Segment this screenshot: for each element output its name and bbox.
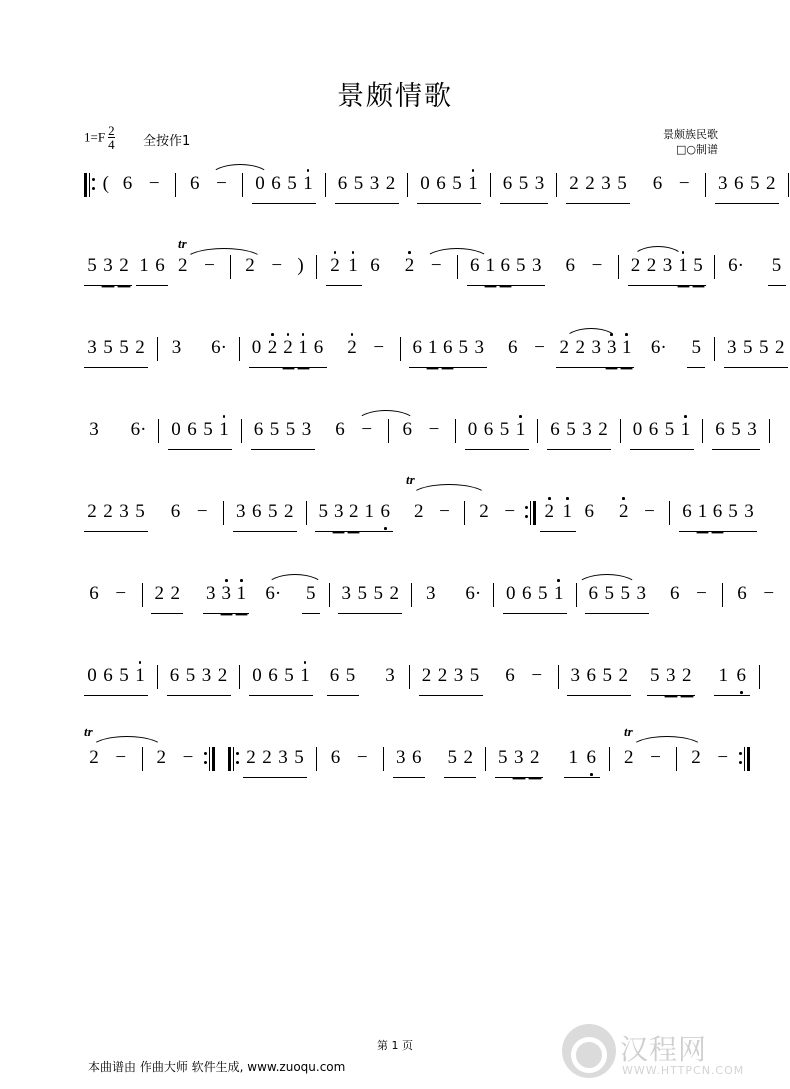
staff-row-8	[84, 724, 729, 790]
trill-mark: tr	[406, 472, 415, 487]
notation-line: 2 − 2 − 2 2 3 5 6 − 3 6 5 2 5 3 2 1 6 2 − 2 −	[84, 746, 724, 780]
watermark-logo-icon	[562, 1024, 616, 1078]
repeat-start-sign	[84, 173, 94, 197]
notation-line: 3 5 5 2 3 6· 0 2 2 1 6 2 − 6 1 6 5 3 6 − 2 2 3 3 1 6· 5 3 5 5 2	[84, 336, 724, 370]
meter-numerator: 2	[108, 123, 115, 138]
repeat-end-sign	[526, 501, 536, 525]
staff-row-7	[84, 650, 746, 708]
trill-mark: tr	[84, 724, 93, 739]
notation-line: 5 3 2 1 6 2 − 2 − ) 2 1 6 2 − 6 1 6 5 3 6 − 2 2 3 1 5 6· 5	[84, 254, 724, 288]
meter-denominator: 4	[108, 137, 115, 152]
credits	[663, 127, 718, 157]
key-signature-text: 1=F	[84, 129, 106, 145]
staff-row-1	[84, 158, 776, 216]
page-number: 第 1 页	[377, 1039, 413, 1052]
notation-line: 3 6· 0 6 5 1 6 5 5 3 6 − 6 − 0 6 5 1 6 5 3 2 0 6 5 1 6 5 3	[84, 418, 724, 452]
notation-line: 0 6 5 1 6 5 3 2 0 6 5 1 6 5 3 2 2 3 5 6 − 3 6 5 2 5 3 2 1 6	[84, 664, 724, 698]
watermark-text: 汉程网	[620, 1033, 708, 1066]
key-signature	[84, 125, 118, 152]
staff-row-2	[84, 236, 782, 298]
staff-row-4	[84, 404, 757, 462]
watermark	[562, 1020, 772, 1082]
repeat-end-sign	[205, 747, 215, 771]
notation-line: 6 − 2 2 3 3 1 6· 5 3 5 5 2 3 6· 0 6 5 1 6 5 5 3 6 − 6 −	[84, 582, 724, 616]
repeat-start-sign	[228, 747, 238, 771]
staff-row-3	[84, 322, 785, 380]
credit-line-1: 景颇族民歌	[663, 128, 718, 141]
time-signature	[108, 124, 115, 151]
staff-row-5	[84, 472, 754, 544]
slur	[410, 484, 488, 497]
trill-mark: tr	[178, 236, 187, 251]
staff-row-6	[84, 568, 775, 626]
notation-line: 2 2 3 5 6 − 3 6 5 2 5 3 2 1 6 2 − 2 − 2 1 6 2 − 6 1 6 5 3	[84, 500, 724, 534]
credit-line-2: □○制谱	[676, 143, 718, 156]
watermark-url: WWW.HTTPCN.COM	[622, 1064, 745, 1077]
repeat-end-sign	[740, 747, 750, 771]
notation-line: ( 6 − 6 − 0 6 5 1 6 5 3 2 0 6 5 1 6 5 3 2 2 3 5 6 − 3 6 5 2	[84, 172, 724, 206]
fingering-note: 全按作1	[143, 134, 191, 149]
footer-note: 本曲谱由 作曲大师 软件生成, www.zuoqu.com	[88, 1060, 346, 1074]
page-title: 景颇情歌	[337, 81, 453, 112]
trill-mark: tr	[624, 724, 633, 739]
